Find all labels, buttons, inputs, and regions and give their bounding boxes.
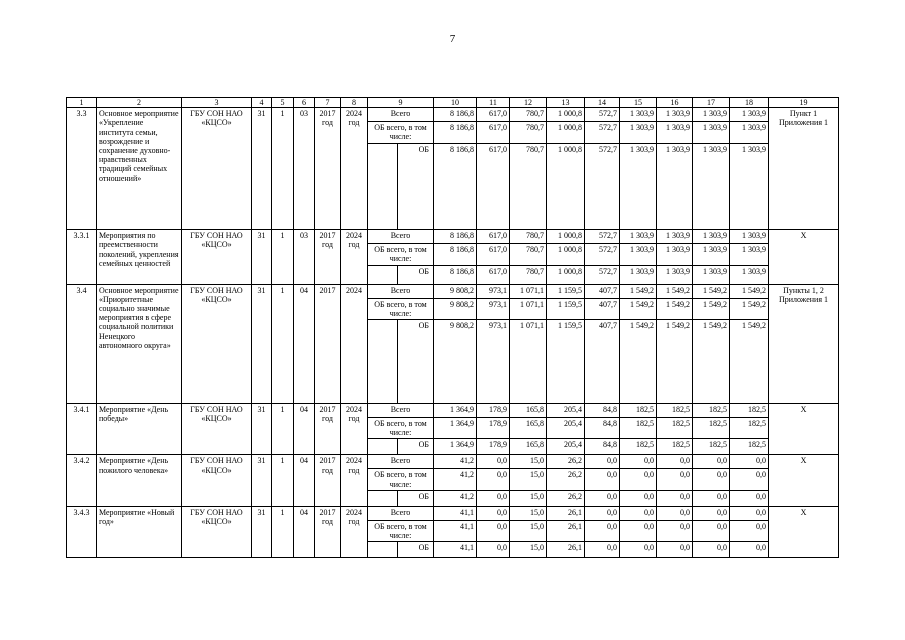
value-subtotal: 182,5 <box>730 418 769 439</box>
value-ob: 973,1 <box>477 320 510 404</box>
value-subtotal: 0,0 <box>730 469 769 490</box>
table-row <box>67 284 839 298</box>
header-cell-5: 5 <box>272 98 294 108</box>
item-start-year: 2017 <box>315 284 341 403</box>
value-ob: 205,4 <box>547 439 585 455</box>
value-total: 0,0 <box>585 455 620 469</box>
item-end-year: 2024 год <box>341 506 368 557</box>
value-ob: 1 549,2 <box>730 320 769 404</box>
value-subtotal: 617,0 <box>477 122 510 144</box>
item-code-6: 04 <box>294 404 315 455</box>
value-ob: 1 549,2 <box>693 320 730 404</box>
value-ob: 0,0 <box>585 542 620 558</box>
item-start-year: 2017 год <box>315 108 341 230</box>
funding-indent-cell <box>368 490 398 506</box>
value-total: 182,5 <box>657 404 693 418</box>
value-ob: 0,0 <box>693 542 730 558</box>
item-end-year: 2024 год <box>341 455 368 506</box>
value-ob: 572,7 <box>585 265 620 284</box>
value-subtotal: 182,5 <box>620 418 657 439</box>
value-subtotal: 0,0 <box>585 520 620 541</box>
value-subtotal: 1 303,9 <box>620 122 657 144</box>
item-code-6: 04 <box>294 506 315 557</box>
value-subtotal: 9 808,2 <box>434 298 477 319</box>
value-subtotal: 1 071,1 <box>510 298 547 319</box>
funding-indent-cell <box>368 320 398 404</box>
value-subtotal: 182,5 <box>693 418 730 439</box>
value-ob: 182,5 <box>693 439 730 455</box>
value-ob: 26,1 <box>547 542 585 558</box>
value-ob: 0,0 <box>585 490 620 506</box>
value-subtotal: 1 000,8 <box>547 244 585 265</box>
funding-ob-label: ОБ <box>398 144 434 230</box>
value-ob: 0,0 <box>730 542 769 558</box>
value-ob: 0,0 <box>693 490 730 506</box>
header-cell-14: 14 <box>585 98 620 108</box>
funding-subtotal-label: ОБ всего, в том числе: <box>368 244 434 265</box>
item-code-5: 1 <box>272 284 294 403</box>
value-ob: 1 549,2 <box>657 320 693 404</box>
value-total: 1 549,2 <box>693 284 730 298</box>
value-subtotal: 1 303,9 <box>657 122 693 144</box>
value-ob: 0,0 <box>730 490 769 506</box>
funding-ob-label: ОБ <box>398 490 434 506</box>
value-subtotal: 0,0 <box>585 469 620 490</box>
funding-indent-cell <box>368 439 398 455</box>
value-subtotal: 572,7 <box>585 244 620 265</box>
funding-ob-label: ОБ <box>398 265 434 284</box>
value-subtotal: 0,0 <box>477 469 510 490</box>
table-row <box>67 108 839 122</box>
value-ob: 15,0 <box>510 490 547 506</box>
value-total: 0,0 <box>620 506 657 520</box>
funding-ob-label: ОБ <box>398 320 434 404</box>
item-name: Мероприятие «Новый год» <box>97 506 182 557</box>
value-ob: 407,7 <box>585 320 620 404</box>
value-total: 1 303,9 <box>693 108 730 122</box>
value-total: 8 186,8 <box>434 230 477 244</box>
item-code-6: 04 <box>294 455 315 506</box>
item-organization: ГБУ СОН НАО «КЦСО» <box>182 455 252 506</box>
value-total: 205,4 <box>547 404 585 418</box>
value-ob: 0,0 <box>477 490 510 506</box>
item-organization: ГБУ СОН НАО «КЦСО» <box>182 284 252 403</box>
item-code-4: 31 <box>252 230 272 284</box>
table-row <box>67 455 839 469</box>
item-name: Мероприятие «День пожилого человека» <box>97 455 182 506</box>
value-total: 1 159,5 <box>547 284 585 298</box>
header-cell-17: 17 <box>693 98 730 108</box>
value-total: 617,0 <box>477 108 510 122</box>
value-total: 182,5 <box>620 404 657 418</box>
funding-subtotal-label: ОБ всего, в том числе: <box>368 298 434 319</box>
item-code-5: 1 <box>272 230 294 284</box>
header-cell-8: 8 <box>341 98 368 108</box>
value-total: 0,0 <box>693 506 730 520</box>
funding-total-label: Всего <box>368 506 434 520</box>
header-cell-3: 3 <box>182 98 252 108</box>
value-total: 182,5 <box>730 404 769 418</box>
item-code-5: 1 <box>272 108 294 230</box>
value-total: 26,2 <box>547 455 585 469</box>
value-subtotal: 407,7 <box>585 298 620 319</box>
item-number: 3.4.2 <box>67 455 97 506</box>
table-row <box>67 506 839 520</box>
value-subtotal: 26,1 <box>547 520 585 541</box>
value-total: 182,5 <box>693 404 730 418</box>
value-subtotal: 1 549,2 <box>657 298 693 319</box>
value-subtotal: 0,0 <box>620 520 657 541</box>
item-number: 3.4 <box>67 284 97 403</box>
header-cell-11: 11 <box>477 98 510 108</box>
funding-indent-cell <box>368 265 398 284</box>
value-total: 1 071,1 <box>510 284 547 298</box>
value-total: 1 303,9 <box>620 230 657 244</box>
value-ob: 617,0 <box>477 265 510 284</box>
value-subtotal: 8 186,8 <box>434 244 477 265</box>
table-row <box>67 404 839 418</box>
value-total: 407,7 <box>585 284 620 298</box>
item-number: 3.4.1 <box>67 404 97 455</box>
value-total: 26,1 <box>547 506 585 520</box>
value-subtotal: 1 549,2 <box>730 298 769 319</box>
header-cell-15: 15 <box>620 98 657 108</box>
item-code-5: 1 <box>272 404 294 455</box>
value-total: 15,0 <box>510 506 547 520</box>
header-cell-7: 7 <box>315 98 341 108</box>
value-ob: 41,1 <box>434 542 477 558</box>
value-total: 617,0 <box>477 230 510 244</box>
item-start-year: 2017 год <box>315 230 341 284</box>
item-organization: ГБУ СОН НАО «КЦСО» <box>182 404 252 455</box>
item-end-year: 2024 <box>341 284 368 403</box>
value-subtotal: 1 303,9 <box>693 244 730 265</box>
header-cell-16: 16 <box>657 98 693 108</box>
item-start-year: 2017 год <box>315 506 341 557</box>
value-total: 0,0 <box>477 455 510 469</box>
value-ob: 1 159,5 <box>547 320 585 404</box>
value-ob: 780,7 <box>510 265 547 284</box>
value-subtotal: 1 303,9 <box>730 244 769 265</box>
value-ob: 1 303,9 <box>657 265 693 284</box>
value-subtotal: 0,0 <box>730 520 769 541</box>
item-note: Х <box>769 506 839 557</box>
header-row <box>67 98 839 108</box>
header-cell-12: 12 <box>510 98 547 108</box>
value-subtotal: 15,0 <box>510 520 547 541</box>
item-start-year: 2017 год <box>315 404 341 455</box>
value-subtotal: 0,0 <box>657 469 693 490</box>
value-subtotal: 617,0 <box>477 244 510 265</box>
funding-subtotal-label: ОБ всего, в том числе: <box>368 122 434 144</box>
value-subtotal: 8 186,8 <box>434 122 477 144</box>
value-subtotal: 205,4 <box>547 418 585 439</box>
item-code-4: 31 <box>252 404 272 455</box>
item-code-5: 1 <box>272 455 294 506</box>
value-ob: 0,0 <box>477 542 510 558</box>
value-subtotal: 0,0 <box>693 520 730 541</box>
value-ob: 1 549,2 <box>620 320 657 404</box>
value-ob: 1 000,8 <box>547 265 585 284</box>
value-ob: 1 364,9 <box>434 439 477 455</box>
value-total: 1 549,2 <box>730 284 769 298</box>
funding-total-label: Всего <box>368 404 434 418</box>
value-total: 1 303,9 <box>730 230 769 244</box>
value-subtotal: 0,0 <box>477 520 510 541</box>
value-subtotal: 780,7 <box>510 122 547 144</box>
value-subtotal: 0,0 <box>620 469 657 490</box>
value-ob: 84,8 <box>585 439 620 455</box>
header-cell-2: 2 <box>97 98 182 108</box>
value-ob: 26,2 <box>547 490 585 506</box>
item-code-4: 31 <box>252 284 272 403</box>
funding-indent-cell <box>368 542 398 558</box>
value-subtotal: 41,2 <box>434 469 477 490</box>
item-number: 3.3 <box>67 108 97 230</box>
item-start-year: 2017 год <box>315 455 341 506</box>
value-total: 1 303,9 <box>657 108 693 122</box>
value-ob: 1 303,9 <box>657 144 693 230</box>
value-ob: 0,0 <box>620 490 657 506</box>
item-note: Пункты 1, 2 Приложения 1 <box>769 284 839 403</box>
value-ob: 8 186,8 <box>434 144 477 230</box>
header-cell-19: 19 <box>769 98 839 108</box>
value-total: 1 549,2 <box>620 284 657 298</box>
item-code-5: 1 <box>272 506 294 557</box>
value-subtotal: 26,2 <box>547 469 585 490</box>
item-name: Основное мероприятие «Укрепление института семьи, возрождение и сохранение духовно-нравственных традиций семейных отношений» <box>97 108 182 230</box>
value-subtotal: 182,5 <box>657 418 693 439</box>
header-cell-18: 18 <box>730 98 769 108</box>
value-subtotal: 1 303,9 <box>730 122 769 144</box>
value-subtotal: 1 303,9 <box>657 244 693 265</box>
value-ob: 1 303,9 <box>620 144 657 230</box>
value-subtotal: 178,9 <box>477 418 510 439</box>
header-cell-4: 4 <box>252 98 272 108</box>
value-subtotal: 84,8 <box>585 418 620 439</box>
value-total: 1 000,8 <box>547 108 585 122</box>
value-subtotal: 1 000,8 <box>547 122 585 144</box>
value-ob: 0,0 <box>657 490 693 506</box>
header-cell-9: 9 <box>368 98 434 108</box>
item-number: 3.3.1 <box>67 230 97 284</box>
value-total: 572,7 <box>585 230 620 244</box>
value-total: 780,7 <box>510 108 547 122</box>
value-ob: 1 303,9 <box>730 144 769 230</box>
value-total: 0,0 <box>657 455 693 469</box>
value-total: 15,0 <box>510 455 547 469</box>
value-ob: 1 000,8 <box>547 144 585 230</box>
value-ob: 1 303,9 <box>693 144 730 230</box>
funding-subtotal-label: ОБ всего, в том числе: <box>368 469 434 490</box>
value-subtotal: 165,8 <box>510 418 547 439</box>
value-subtotal: 1 364,9 <box>434 418 477 439</box>
value-total: 0,0 <box>585 506 620 520</box>
value-ob: 182,5 <box>620 439 657 455</box>
funding-ob-label: ОБ <box>398 439 434 455</box>
item-code-6: 04 <box>294 284 315 403</box>
value-total: 0,0 <box>657 506 693 520</box>
funding-indent-cell <box>368 144 398 230</box>
item-name: Мероприятия по преемственности поколений, укрепления семейных ценностей <box>97 230 182 284</box>
item-organization: ГБУ СОН НАО «КЦСО» <box>182 108 252 230</box>
item-end-year: 2024 год <box>341 230 368 284</box>
value-total: 0,0 <box>477 506 510 520</box>
item-note: Пункт 1 Приложения 1 <box>769 108 839 230</box>
value-ob: 41,2 <box>434 490 477 506</box>
item-organization: ГБУ СОН НАО «КЦСО» <box>182 230 252 284</box>
value-ob: 617,0 <box>477 144 510 230</box>
value-subtotal: 0,0 <box>693 469 730 490</box>
funding-total-label: Всего <box>368 284 434 298</box>
value-total: 1 303,9 <box>730 108 769 122</box>
value-ob: 178,9 <box>477 439 510 455</box>
table-row <box>67 230 839 244</box>
value-total: 1 303,9 <box>620 108 657 122</box>
item-code-4: 31 <box>252 506 272 557</box>
item-name: Мероприятие «День победы» <box>97 404 182 455</box>
value-ob: 15,0 <box>510 542 547 558</box>
item-code-4: 31 <box>252 455 272 506</box>
value-total: 0,0 <box>730 455 769 469</box>
value-ob: 165,8 <box>510 439 547 455</box>
header-cell-13: 13 <box>547 98 585 108</box>
header-cell-6: 6 <box>294 98 315 108</box>
funding-total-label: Всего <box>368 108 434 122</box>
value-ob: 0,0 <box>657 542 693 558</box>
value-total: 41,2 <box>434 455 477 469</box>
value-ob: 0,0 <box>620 542 657 558</box>
value-subtotal: 572,7 <box>585 122 620 144</box>
value-ob: 572,7 <box>585 144 620 230</box>
item-end-year: 2024 год <box>341 108 368 230</box>
value-subtotal: 15,0 <box>510 469 547 490</box>
value-ob: 8 186,8 <box>434 265 477 284</box>
value-subtotal: 1 159,5 <box>547 298 585 319</box>
item-number: 3.4.3 <box>67 506 97 557</box>
item-name: Основное мероприятие «Приоритетные социально значимые мероприятия в сфере социальной политики Ненецкого автономного округа» <box>97 284 182 403</box>
value-subtotal: 1 549,2 <box>620 298 657 319</box>
value-total: 8 186,8 <box>434 108 477 122</box>
value-total: 41,1 <box>434 506 477 520</box>
value-total: 1 364,9 <box>434 404 477 418</box>
header-cell-10: 10 <box>434 98 477 108</box>
item-end-year: 2024 год <box>341 404 368 455</box>
value-total: 84,8 <box>585 404 620 418</box>
program-table <box>66 97 839 558</box>
value-total: 1 549,2 <box>657 284 693 298</box>
value-subtotal: 1 549,2 <box>693 298 730 319</box>
value-ob: 780,7 <box>510 144 547 230</box>
value-subtotal: 780,7 <box>510 244 547 265</box>
value-total: 0,0 <box>620 455 657 469</box>
value-ob: 1 071,1 <box>510 320 547 404</box>
value-subtotal: 1 303,9 <box>620 244 657 265</box>
value-total: 178,9 <box>477 404 510 418</box>
value-ob: 1 303,9 <box>693 265 730 284</box>
value-total: 0,0 <box>730 506 769 520</box>
value-ob: 1 303,9 <box>620 265 657 284</box>
funding-total-label: Всего <box>368 230 434 244</box>
item-code-6: 03 <box>294 108 315 230</box>
item-code-4: 31 <box>252 108 272 230</box>
value-total: 1 303,9 <box>693 230 730 244</box>
funding-total-label: Всего <box>368 455 434 469</box>
value-ob: 182,5 <box>730 439 769 455</box>
value-total: 973,1 <box>477 284 510 298</box>
value-subtotal: 41,1 <box>434 520 477 541</box>
value-total: 0,0 <box>693 455 730 469</box>
item-code-6: 03 <box>294 230 315 284</box>
item-organization: ГБУ СОН НАО «КЦСО» <box>182 506 252 557</box>
value-subtotal: 973,1 <box>477 298 510 319</box>
item-note: Х <box>769 455 839 506</box>
value-ob: 9 808,2 <box>434 320 477 404</box>
value-total: 9 808,2 <box>434 284 477 298</box>
funding-ob-label: ОБ <box>398 542 434 558</box>
item-note: Х <box>769 404 839 455</box>
funding-subtotal-label: ОБ всего, в том числе: <box>368 418 434 439</box>
page-number: 7 <box>449 33 456 45</box>
value-total: 1 303,9 <box>657 230 693 244</box>
value-total: 572,7 <box>585 108 620 122</box>
value-total: 1 000,8 <box>547 230 585 244</box>
value-subtotal: 0,0 <box>657 520 693 541</box>
header-cell-1: 1 <box>67 98 97 108</box>
value-ob: 182,5 <box>657 439 693 455</box>
value-subtotal: 1 303,9 <box>693 122 730 144</box>
funding-subtotal-label: ОБ всего, в том числе: <box>368 520 434 541</box>
value-ob: 1 303,9 <box>730 265 769 284</box>
value-total: 780,7 <box>510 230 547 244</box>
item-note: Х <box>769 230 839 284</box>
value-total: 165,8 <box>510 404 547 418</box>
